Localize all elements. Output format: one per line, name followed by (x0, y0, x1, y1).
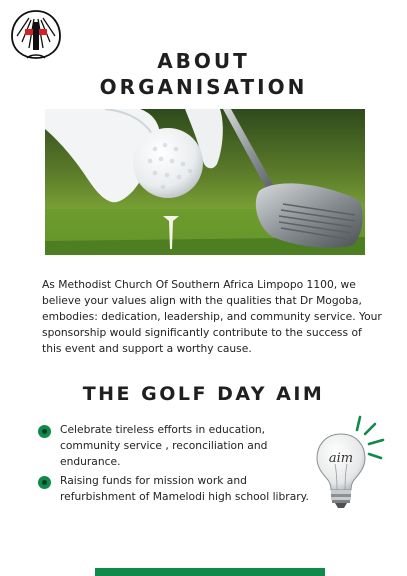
footer-accent-bar (95, 568, 325, 576)
bulb-word: aim (328, 451, 354, 466)
page-title-line2: ORGANISATION (99, 75, 308, 99)
aim-item-text: Celebrate tireless efforts in education, community service , reconciliation and endurance. (60, 423, 268, 468)
golf-photo (45, 109, 365, 255)
aim-heading: THE GOLF DAY AIM (82, 383, 325, 405)
bullet-icon (38, 425, 51, 438)
lightbulb-icon (313, 414, 387, 510)
bullet-icon (38, 476, 51, 489)
page-title-line1: ABOUT (157, 49, 250, 73)
about-paragraph: As Methodist Church Of Southern Africa Limpopo 1100, we believe your values align with the qualities that Dr Mogoba, embodies: dedication, leadership, and community service. Your sponsorship would significantly contribute to the success of this event and support a worthy cause. (42, 278, 382, 355)
aim-item-text: Raising funds for mission work and refurbishment of Mamelodi high school library. (60, 474, 309, 503)
